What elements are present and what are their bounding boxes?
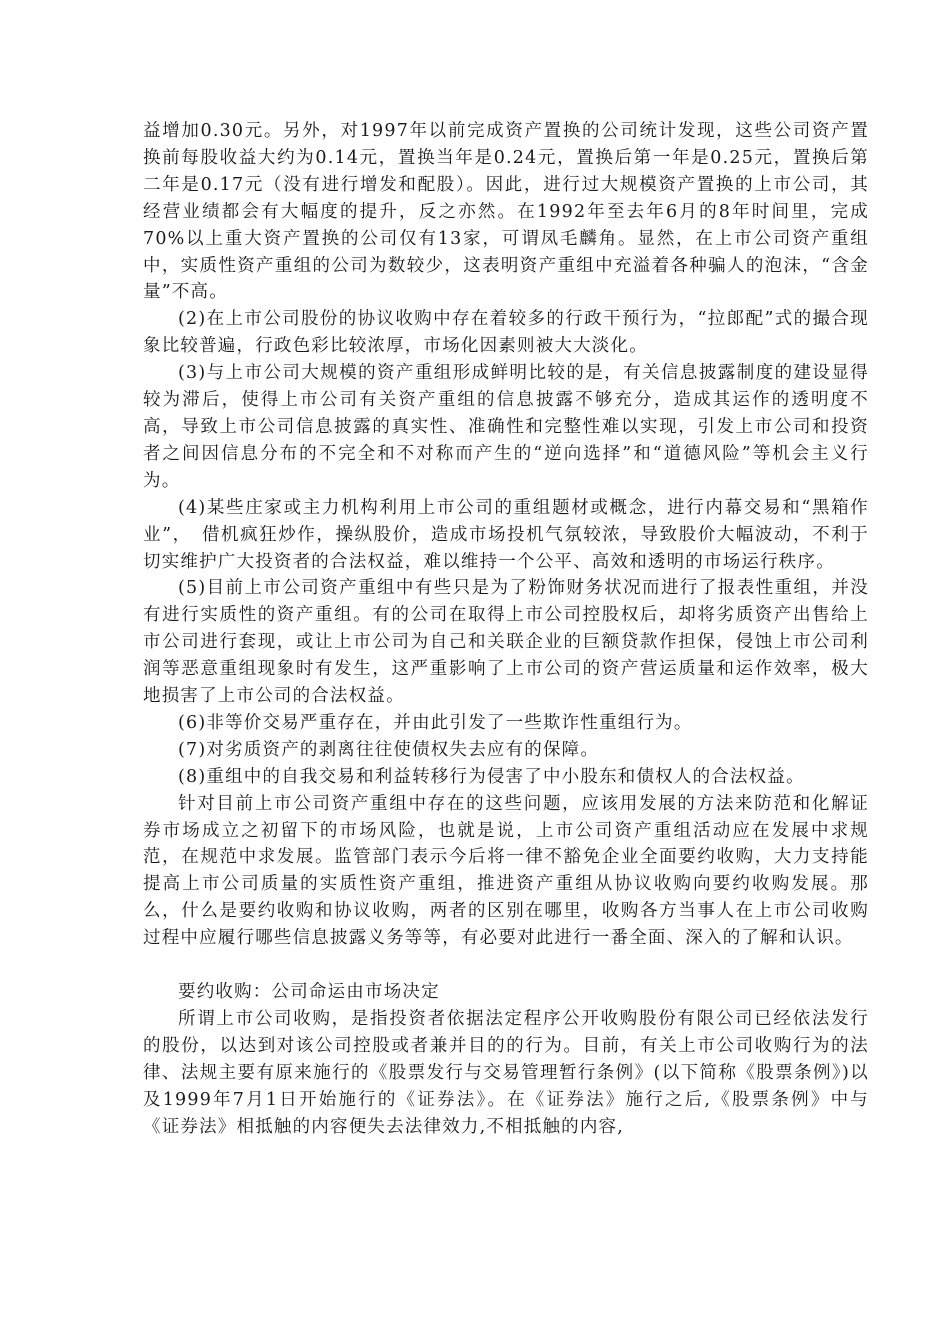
paragraph-conclusion: 针对目前上市公司资产重组中存在的这些问题，应该用发展的方法来防范和化解证券市场成立之初留下的市场风险，也就是说，上市公司资产重组活动应在发展中求规范，在规范中求发展。监管部门表示今后将一律不豁免企业全面要约收购，大力支持能提高上市公司质量的实质性资产重组，推进资产重组从协议收购向要约收购发展。那么，什么是要约收购和协议收购，两者的区别在哪里，收购各方当事人在上市公司收购过程中应履行哪些信息披露义务等等，有必要对此进行一番全面、深入的了解和认识。 — [143, 793, 869, 949]
paragraph-item-2: (2)在上市公司股份的协议收购中存在着较多的行政干预行为，“拉郎配”式的撮合现象比较普遍，行政色彩比较浓厚，市场化因素则被大大淡化。 — [143, 309, 869, 357]
paragraph-item-6: (6)非等价交易严重存在，并由此引发了一些欺诈性重组行为。 — [178, 712, 693, 733]
section-heading: 要约收购：公司命运由市场决定 — [178, 981, 440, 1002]
paragraph-item-3: (3)与上市公司大规模的资产重组形成鲜明比较的是，有关信息披露制度的建设显得较为滞后，使得上市公司有关资产重组的信息披露不够充分，造成其运作的透明度不高，导致上市公司信息披露的真实性、准确性和完整性难以实现，引发上市公司和投资者之间因信息分布的不完全和不对称而产生的“逆向选择”和“道德风险”等机会主义行为。 — [143, 363, 869, 491]
paragraph-item-7: (7)对劣质资产的剥离往往使债权失去应有的保障。 — [178, 739, 600, 760]
paragraph-item-4: (4)某些庄家或主力机构利用上市公司的重组题材或概念，进行内幕交易和“黑箱作业”， 借机疯狂炒作，操纵股价，造成市场投机气氛较浓，导致股价大幅波动，不利于切实维护广大投资者的合法权益，难以维持一个公平、高效和透明的市场运行秩序。 — [143, 497, 869, 572]
document-page — [143, 118, 869, 1140]
paragraph-item-8: (8)重组中的自我交易和利益转移行为侵害了中小股东和债权人的合法权益。 — [178, 766, 805, 787]
section-paragraph: 所谓上市公司收购，是指投资者依据法定程序公开收购股份有限公司已经依法发行的股份，以达到对该公司控股或者兼并目的的行为。目前，有关上市公司收购行为的法律、法规主要有原来施行的《股票发行与交易管理暂行条例》(以下简称《股票条例》)以及1999年7月1日开始施行的《证券法》。在《证券法》施行之后,《股票条例》中与《证券法》相抵触的内容便失去法律效力,不相抵触的内容, — [143, 1008, 869, 1137]
paragraph-continuation: 益增加0.30元。另外，对1997年以前完成资产置换的公司统计发现，这些公司资产置换前每股收益大约为0.14元，置换当年是0.24元，置换后第一年是0.25元，置换后第二年是0.17元（没有进行增发和配股）。因此，进行过大规模资产置换的上市公司，其经营业绩都会有大幅度的提升，反之亦然。在1992年至去年6月的8年时间里，完成70%以上重大资产置换的公司仅有13家，可谓凤毛麟角。显然，在上市公司资产重组中，实质性资产重组的公司为数较少，这表明资产重组中充溢着各种骗人的泡沫，“含金量”不高。 — [143, 121, 869, 303]
paragraph-item-5: (5)目前上市公司资产重组中有些只是为了粉饰财务状况而进行了报表性重组，并没有进行实质性的资产重组。有的公司在取得上市公司控股权后，却将劣质资产出售给上市公司进行套现，或让上市公司为自己和关联企业的巨额贷款作担保，侵蚀上市公司利润等恶意重组现象时有发生，这严重影响了上市公司的资产营运质量和运作效率，极大地损害了上市公司的合法权益。 — [143, 578, 869, 707]
